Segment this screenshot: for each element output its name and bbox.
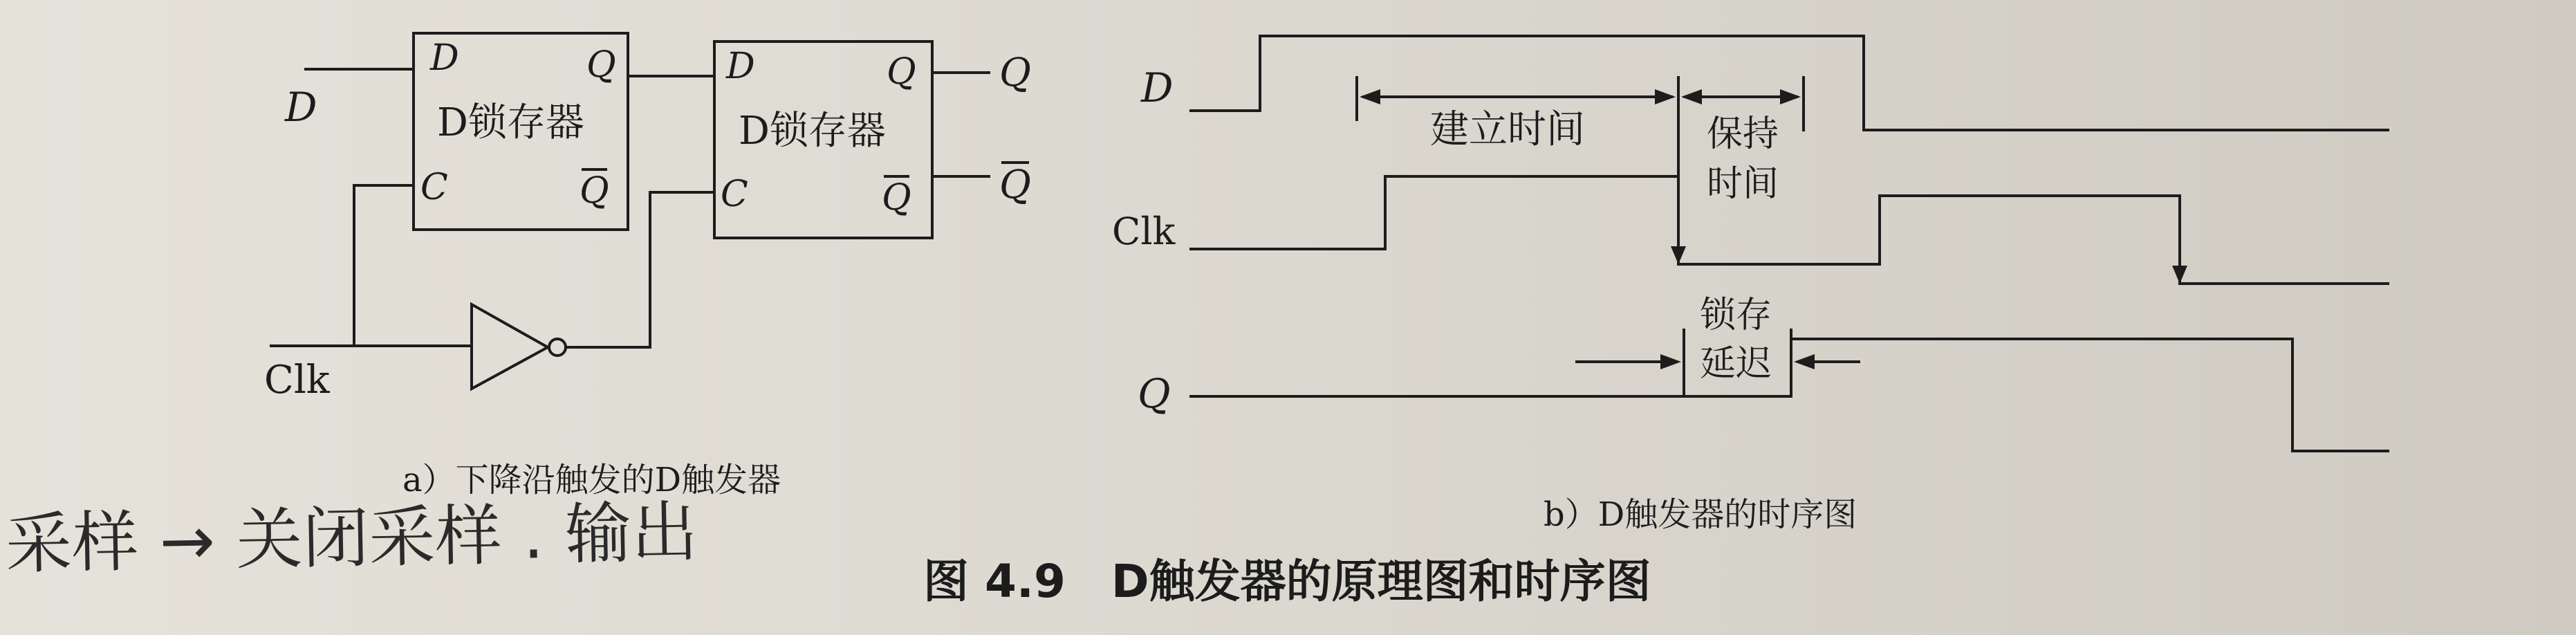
q-waveform [1189, 339, 2389, 451]
latch2-pin-q: Q [887, 51, 916, 93]
clk-edge2-arrowhead [2172, 266, 2187, 284]
clk-edge1-arrowhead [1671, 246, 1686, 264]
latch-delay-label-line2: 延迟 [1700, 343, 1772, 385]
figure-title: 图 4.9 D触发器的原理图和时序图 [923, 555, 1651, 608]
d-waveform [1189, 36, 2389, 130]
timing-clk-label: Clk [1112, 210, 1176, 253]
hold-arrowhead-right [1780, 89, 1801, 104]
latch2-title: D锁存器 [739, 109, 886, 154]
latch2-pin-qbar: Q [882, 177, 911, 219]
input-d-label: D [285, 84, 317, 131]
latch-delay-arrowhead-right [1794, 354, 1815, 369]
setup-arrowhead-left [1360, 89, 1380, 104]
latch1-pin-d: D [430, 37, 459, 79]
latch1-pin-qbar: Q [580, 170, 609, 212]
latch-delay-label-line1: 锁存 [1700, 295, 1772, 336]
latch1-pin-q: Q [586, 44, 616, 86]
setup-arrowhead-right [1655, 89, 1676, 104]
latch-delay-arrowhead-left [1660, 354, 1681, 369]
timing-d-label: D [1141, 64, 1174, 111]
latch1-title: D锁存器 [437, 100, 584, 145]
setup-time-label: 建立时间 [1430, 107, 1585, 152]
latch2-pin-d: D [726, 46, 755, 87]
caption-b: b）D触发器的时序图 [1544, 495, 1857, 534]
hold-time-label-line1: 保持 [1707, 113, 1779, 155]
output-qbar-label: Q [999, 163, 1031, 208]
handwritten-note: 采样 → 关闭采样 . 输出 [5, 493, 698, 583]
timing-q-label: Q [1138, 370, 1171, 417]
latch2-pin-c: C [721, 174, 748, 215]
hold-time-label-line2: 时间 [1707, 163, 1779, 205]
caption-a: a）下降沿触发的D触发器 [402, 461, 781, 499]
clk-waveform [1189, 176, 2389, 284]
output-q-label: Q [999, 50, 1031, 95]
hold-arrowhead-left [1681, 89, 1702, 104]
latch1-pin-c: C [420, 167, 448, 208]
input-clk-label: Clk [264, 358, 330, 403]
